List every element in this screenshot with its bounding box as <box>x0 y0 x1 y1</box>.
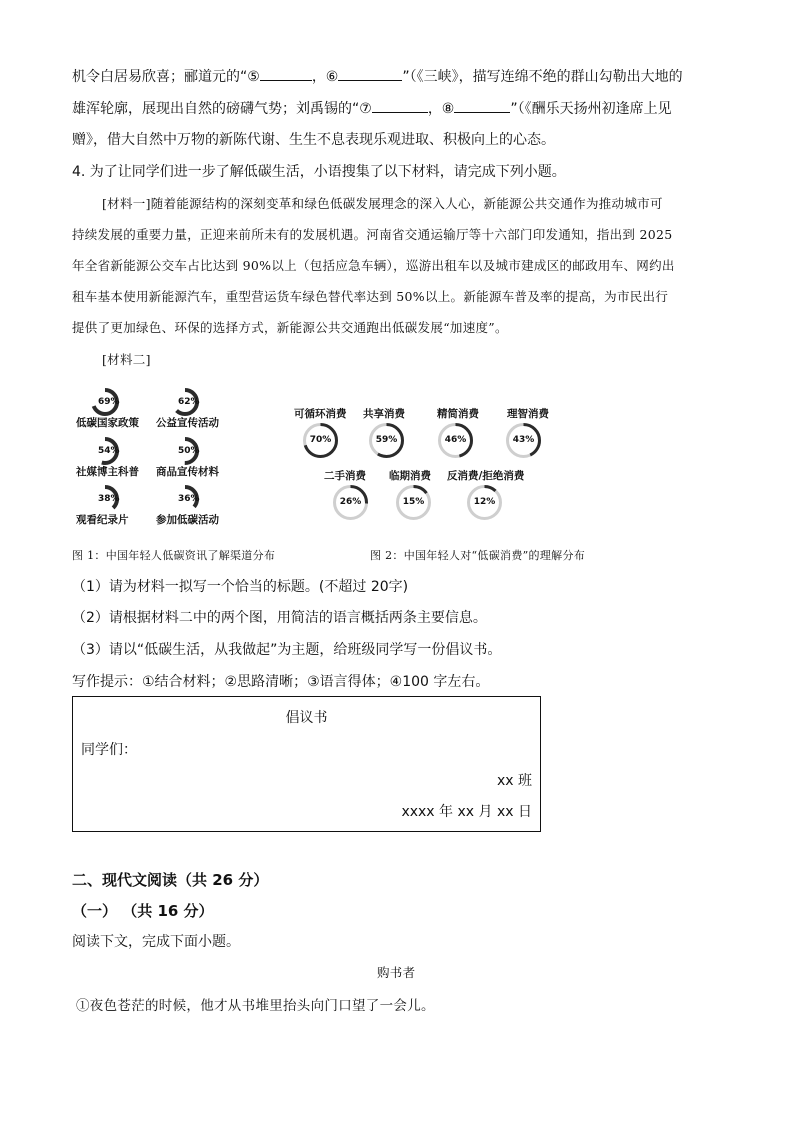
section-2-heading: 二、现代文阅读（共 26 分） <box>72 871 269 889</box>
figure-1-ring-label: 参加低碳活动 <box>156 514 219 526</box>
figure-2-ring-2 <box>368 422 405 459</box>
figure-2-ring-value: 12% <box>473 496 496 507</box>
figure-2-ring-value: 59% <box>375 434 398 445</box>
text-line-3: 赠》，借大自然中万物的新陈代谢、生生不息表现乐观进取、积极向上的心态。 <box>72 132 555 148</box>
letter-class: xx 班 <box>496 773 532 789</box>
figure-1-ring-value: 69% <box>98 397 120 407</box>
answer-blank-5[interactable] <box>260 66 312 81</box>
figure-1-ring-4 <box>170 436 200 466</box>
figure-1-ring-value: 38% <box>98 494 120 504</box>
letter-date: xxxx 年 xx 月 xx 日 <box>401 804 532 820</box>
figure-2-ring-4 <box>505 422 542 459</box>
figure-1-ring-label: 社媒博主科普 <box>76 466 139 478</box>
question-4-intro: 4. 为了让同学们进一步了解低碳生活，小语搜集了以下材料，请完成下列小题。 <box>72 164 566 180</box>
figure-1-ring-label: 观看纪录片 <box>76 514 129 526</box>
figure-2-ring-7 <box>466 484 503 521</box>
writing-tips: 写作提示：①结合材料；②思路清晰；③语言得体；④100 字左右。 <box>72 674 490 690</box>
letter-greeting: 同学们： <box>81 742 137 758</box>
subquestion-1: （1）请为材料一拟写一个恰当的标题。(不超过 20字) <box>72 579 409 595</box>
material-1-line-5: 提供了更加绿色、环保的选择方式，新能源公共交通跑出低碳发展“加速度”。 <box>72 320 508 335</box>
figure-2-ring-1 <box>302 422 339 459</box>
figure-2-ring-value: 26% <box>339 496 362 507</box>
letter-title: 倡议书 <box>285 710 328 726</box>
material-2-label: [材料二] <box>102 352 151 367</box>
story-paragraph-1: ①夜色苍茫的时候，他才从书堆里抬头向门口望了一会儿。 <box>76 998 435 1014</box>
figure-1-ring-5 <box>90 484 120 514</box>
figure-2-ring-value: 70% <box>309 434 332 445</box>
figure-2-caption: 图 2：中国年轻人对“低碳消费”的理解分布 <box>370 549 586 562</box>
material-1-line-4: 租车基本使用新能源汽车，重型营运货车绿色替代率达到 50%以上。新能源车普及率的提高，为市民出行 <box>72 289 669 304</box>
material-1-line-2: 持续发展的重要力量，正迎来前所未有的发展机遇。河南省交通运输厅等十六部门印发通知，指出到 2025 <box>72 227 673 242</box>
answer-blank-8[interactable] <box>454 98 510 113</box>
figure-1-ring-value: 36% <box>178 494 200 504</box>
material-1-line-1: [材料一]随着能源结构的深刻变革和绿色低碳发展理念的深入人心，新能源公共交通作为推动城市可 <box>102 196 663 211</box>
figure-1-caption: 图 1：中国年轻人低碳资讯了解渠道分布 <box>72 549 276 562</box>
figure-2-ring-label: 反消费/拒绝消费 <box>447 470 525 482</box>
text-line-2: 雄浑轮廓，展现出自然的磅礴气势；刘禹锡的“⑦ ，⑧ ”（《酬乐天扬州初逢席上见 <box>72 98 672 119</box>
figure-1-ring-label: 商品宣传材料 <box>156 466 219 478</box>
figure-2-ring-label: 理智消费 <box>507 408 549 420</box>
text-line-1: 机令白居易欣喜；郦道元的“⑤ ，⑥ ”（《三峡》，描写连绵不绝的群山勾勒出大地的 <box>72 66 683 87</box>
subquestion-2: （2）请根据材料二中的两个图，用简洁的语言概括两条主要信息。 <box>72 610 487 626</box>
figure-2-ring-6 <box>395 484 432 521</box>
figure-1-ring-value: 50% <box>178 446 200 456</box>
figure-2-ring-3 <box>437 422 474 459</box>
figure-2-ring-value: 15% <box>402 496 425 507</box>
figure-1-ring-2 <box>170 387 200 417</box>
subquestion-3: （3）请以“低碳生活，从我做起”为主题，给班级同学写一份倡议书。 <box>72 642 502 658</box>
figure-1-ring-label: 公益宣传活动 <box>156 417 219 429</box>
proposal-letter-box[interactable] <box>72 696 541 832</box>
story-title: 购书者 <box>377 965 416 980</box>
figure-1-ring-6 <box>170 484 200 514</box>
figure-2-ring-label: 二手消费 <box>324 470 366 482</box>
figure-2-ring-value: 46% <box>444 434 467 445</box>
figure-1-ring-1 <box>90 387 120 417</box>
answer-blank-6[interactable] <box>338 66 402 81</box>
figure-1-ring-label: 低碳国家政策 <box>76 417 139 429</box>
subsection-1-heading: （一） （共 16 分） <box>72 902 214 920</box>
reading-instruction: 阅读下文，完成下面小题。 <box>72 934 240 950</box>
figure-1-ring-value: 62% <box>178 397 200 407</box>
figure-1-ring-value: 54% <box>98 446 120 456</box>
figure-1-ring-3 <box>90 436 120 466</box>
figure-2-ring-label: 临期消费 <box>389 470 431 482</box>
figure-2-ring-5 <box>332 484 369 521</box>
figure-2-ring-label: 精简消费 <box>437 408 479 420</box>
figure-2-ring-label: 可循环消费 <box>294 408 347 420</box>
material-1-line-3: 年全省新能源公交车占比达到 90%以上（包括应急车辆），巡游出租车以及城市建成区的邮政用车、网约出 <box>72 258 675 273</box>
figure-2-ring-value: 43% <box>512 434 535 445</box>
answer-blank-7[interactable] <box>372 98 428 113</box>
figure-2-ring-label: 共享消费 <box>363 408 405 420</box>
